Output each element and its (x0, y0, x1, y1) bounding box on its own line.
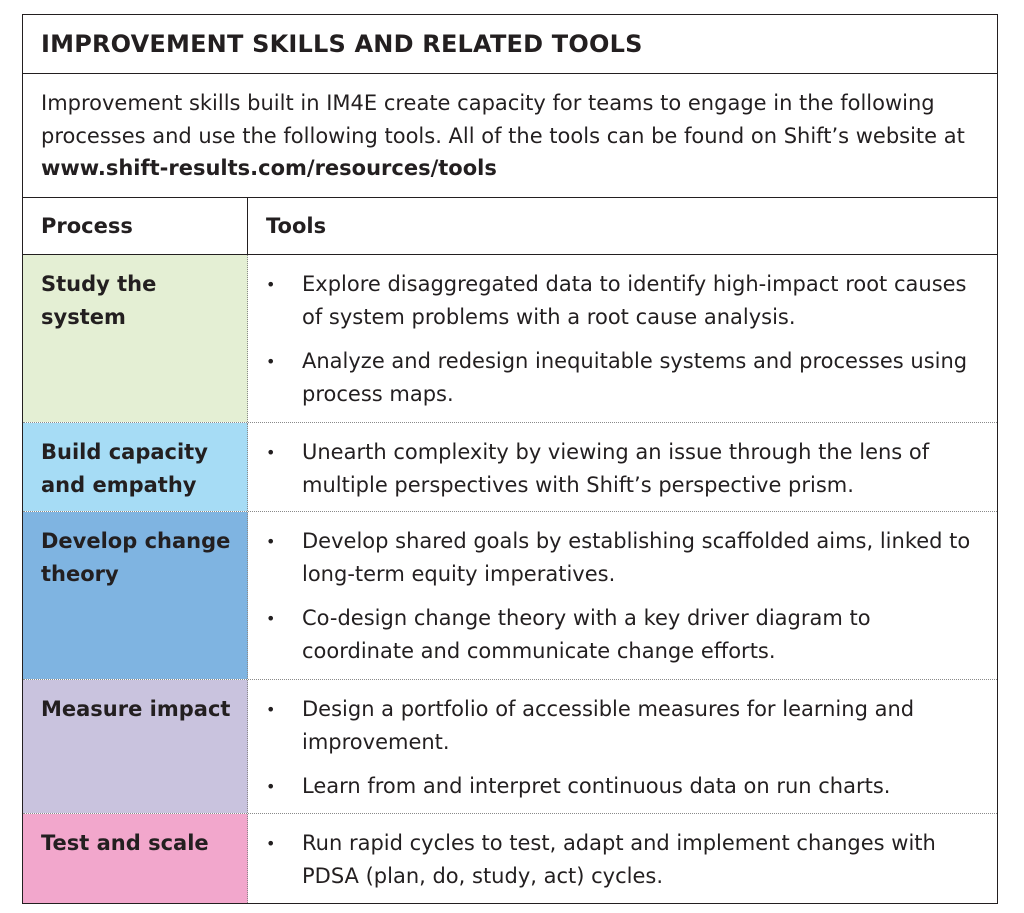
tool-item (262, 436, 983, 502)
table-row (23, 255, 997, 423)
tool-item (262, 602, 983, 668)
tool-item (262, 770, 983, 803)
bullet: • (266, 443, 276, 462)
table-title: IMPROVEMENT SKILLS AND RELATED TOOLS (23, 15, 997, 74)
tools-url: www.shift-results.com/resources/tools (41, 156, 497, 180)
tool-item (262, 268, 983, 334)
tool-item (262, 693, 983, 759)
process-cell: Build capacity and empathy (23, 423, 248, 511)
tool-text: Unearth complexity by viewing an issue through the lens of multiple perspectives with Shift’s perspective prism. (302, 440, 930, 497)
tool-text: Explore disaggregated data to identify high-impact root causes of system problems with a root cause analysis. (302, 272, 967, 329)
bullet: • (266, 609, 276, 628)
tool-text: Co-design change theory with a key driver diagram to coordinate and communicate change efforts. (302, 606, 871, 663)
table-row (23, 814, 997, 903)
bullet: • (266, 275, 276, 294)
column-header-process: Process (23, 198, 248, 254)
process-cell: Test and scale (23, 814, 248, 903)
intro-paragraph (23, 74, 997, 198)
tool-item (262, 827, 983, 893)
tools-cell (248, 814, 997, 903)
process-cell: Measure impact (23, 680, 248, 813)
table-row (23, 423, 997, 512)
skills-table (22, 14, 998, 904)
tool-item (262, 525, 983, 591)
tools-cell (248, 255, 997, 422)
table-row (23, 512, 997, 680)
column-header-row (23, 198, 997, 255)
tools-cell (248, 423, 997, 511)
bullet: • (266, 834, 276, 853)
process-cell: Develop change theory (23, 512, 248, 679)
bullet: • (266, 700, 276, 719)
bullet: • (266, 532, 276, 551)
process-cell: Study the system (23, 255, 248, 422)
tool-text: Learn from and interpret continuous data on run charts. (302, 774, 891, 798)
tool-text: Analyze and redesign inequitable systems and processes using process maps. (302, 349, 968, 406)
tool-text: Design a portfolio of accessible measures for learning and improvement. (302, 697, 915, 754)
column-header-tools: Tools (266, 214, 327, 238)
tool-text: Run rapid cycles to test, adapt and implement changes with PDSA (plan, do, study, act) cycles. (302, 831, 936, 888)
bullet: • (266, 352, 276, 371)
table-row (23, 680, 997, 814)
tool-text: Develop shared goals by establishing scaffolded aims, linked to long-term equity imperatives. (302, 529, 971, 586)
bullet: • (266, 777, 276, 796)
tools-cell (248, 512, 997, 679)
tools-cell (248, 680, 997, 813)
tool-item (262, 345, 983, 411)
intro-text: Improvement skills built in IM4E create capacity for teams to engage in the following processes and use the following tools. All of the tools can be found on Shift’s website at (41, 91, 965, 148)
